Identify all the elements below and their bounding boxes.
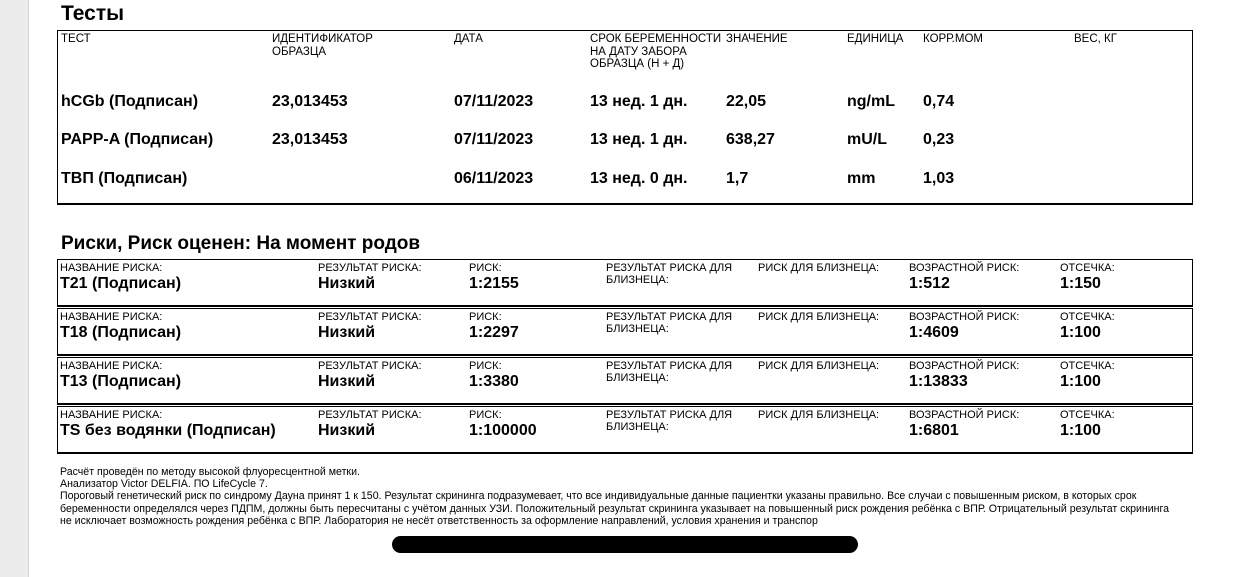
tests-table <box>57 30 1193 205</box>
age-risk-label: ВОЗРАСТНОЙ РИСК: <box>909 311 1020 323</box>
risk-result-label: РЕЗУЛЬТАТ РИСКА: <box>318 262 422 274</box>
risk-name-label: НАЗВАНИЕ РИСКА: <box>60 409 163 421</box>
sample-date: 07/11/2023 <box>454 131 534 148</box>
risk-label: РИСК: <box>469 360 502 372</box>
risk-name-label: НАЗВАНИЕ РИСКА: <box>60 360 163 372</box>
risk-value: 1:2155 <box>469 275 519 292</box>
risk-result: Низкий <box>318 373 376 390</box>
risk-result-label: РЕЗУЛЬТАТ РИСКА: <box>318 311 422 323</box>
risk-name: T21 (Подписан) <box>60 275 182 292</box>
age-risk-value: 1:6801 <box>909 422 959 439</box>
header-unit: ЕДИНИЦА <box>847 33 904 45</box>
risk-result: Низкий <box>318 422 376 439</box>
test-value: 22,05 <box>726 93 767 110</box>
header-sample-id: ИДЕНТИФИКАТОР ОБРАЗЦА <box>272 33 373 58</box>
disclaimer-text: Пороговый генетический риск по синдрому Дауна принят 1 к 150. Результат скрининга подразумевает, что все индивидуальные данные пациентки указаны правильно. Все случаи с повышенным риском, в которых срок беременности определялся через ПДПМ, должны быть пересчитаны с учётом данных УЗИ. Положительный результат скрининга указывает на повышенный риск рождения ребёнка с ВПР. Отрицательный результат скрининга не исключает возможность рождения ребёнка с ВПР. Лаборатория не несёт ответственность за оформление направлений, условия хранения и транспор <box>60 490 1170 527</box>
cutoff-value: 1:100 <box>1060 422 1101 439</box>
risks-title: Риски, Риск оценен: На момент родов <box>61 233 421 254</box>
test-unit: mU/L <box>847 131 887 148</box>
twin-result-label: РЕЗУЛЬТАТ РИСКА ДЛЯ БЛИЗНЕЦА: <box>606 360 733 384</box>
sample-date: 06/11/2023 <box>454 170 534 187</box>
test-unit: ng/mL <box>847 93 895 110</box>
risk-label: РИСК: <box>469 311 502 323</box>
header-weight: ВЕС, КГ <box>1074 33 1117 45</box>
cutoff-value: 1:100 <box>1060 324 1101 341</box>
risk-name: T13 (Подписан) <box>60 373 182 390</box>
twin-result-label: РЕЗУЛЬТАТ РИСКА ДЛЯ БЛИЗНЕЦА: <box>606 311 733 335</box>
gestation-term: 13 нед. 1 дн. <box>590 131 688 148</box>
twin-risk-label: РИСК ДЛЯ БЛИЗНЕЦА: <box>758 262 880 274</box>
test-mom: 0,23 <box>923 131 955 148</box>
test-value: 1,7 <box>726 170 749 187</box>
header-term: СРОК БЕРЕМЕННОСТИ НА ДАТУ ЗАБОРА ОБРАЗЦА (Н + Д) <box>590 33 722 70</box>
report-notes <box>60 466 1170 527</box>
gestation-term: 13 нед. 1 дн. <box>590 93 688 110</box>
sample-date: 07/11/2023 <box>454 93 534 110</box>
test-name: ТВП (Подписан) <box>61 170 188 187</box>
risk-name: TS без водянки (Подписан) <box>60 422 276 439</box>
redaction-bar <box>392 536 858 553</box>
twin-result-label: РЕЗУЛЬТАТ РИСКА ДЛЯ БЛИЗНЕЦА: <box>606 409 733 433</box>
risk-label: РИСК: <box>469 409 502 421</box>
age-risk-value: 1:4609 <box>909 324 959 341</box>
risk-result-label: РЕЗУЛЬТАТ РИСКА: <box>318 360 422 372</box>
analyzer-note: Анализатор Victor DELFIA. ПО LifeCycle 7. <box>60 478 268 491</box>
twin-risk-label: РИСК ДЛЯ БЛИЗНЕЦА: <box>758 360 880 372</box>
twin-result-label: РЕЗУЛЬТАТ РИСКА ДЛЯ БЛИЗНЕЦА: <box>606 262 733 286</box>
age-risk-label: ВОЗРАСТНОЙ РИСК: <box>909 262 1020 274</box>
test-value: 638,27 <box>726 131 775 148</box>
risk-result: Низкий <box>318 275 376 292</box>
cutoff-value: 1:150 <box>1060 275 1101 292</box>
cutoff-label: ОТСЕЧКА: <box>1060 409 1115 421</box>
risk-value: 1:2297 <box>469 324 519 341</box>
test-mom: 1,03 <box>923 170 955 187</box>
risk-name-label: НАЗВАНИЕ РИСКА: <box>60 262 163 274</box>
risk-row <box>57 406 1193 454</box>
tests-title: Тесты <box>61 2 125 25</box>
header-date: ДАТА <box>454 33 483 45</box>
risk-name: T18 (Подписан) <box>60 324 182 341</box>
test-unit: mm <box>847 170 876 187</box>
twin-risk-label: РИСК ДЛЯ БЛИЗНЕЦА: <box>758 311 880 323</box>
risk-result: Низкий <box>318 324 376 341</box>
risk-row <box>57 259 1193 307</box>
risk-result-label: РЕЗУЛЬТАТ РИСКА: <box>318 409 422 421</box>
risk-value: 1:3380 <box>469 373 519 390</box>
test-name: hCGb (Подписан) <box>61 93 199 110</box>
risk-value: 1:100000 <box>469 422 537 439</box>
risk-name-label: НАЗВАНИЕ РИСКА: <box>60 311 163 323</box>
gestation-term: 13 нед. 0 дн. <box>590 170 688 187</box>
test-mom: 0,74 <box>923 93 955 110</box>
twin-risk-label: РИСК ДЛЯ БЛИЗНЕЦА: <box>758 409 880 421</box>
age-risk-value: 1:13833 <box>909 373 968 390</box>
sample-id: 23,013453 <box>272 93 348 110</box>
risk-row <box>57 308 1193 356</box>
cutoff-label: ОТСЕЧКА: <box>1060 311 1115 323</box>
header-mom: КОРР.МОМ <box>923 33 983 45</box>
header-value: ЗНАЧЕНИЕ <box>726 33 788 45</box>
sample-id: 23,013453 <box>272 131 348 148</box>
header-test: ТЕСТ <box>61 33 91 45</box>
age-risk-label: ВОЗРАСТНОЙ РИСК: <box>909 360 1020 372</box>
test-name: PAPP-A (Подписан) <box>61 131 214 148</box>
age-risk-value: 1:512 <box>909 275 950 292</box>
risk-label: РИСК: <box>469 262 502 274</box>
cutoff-value: 1:100 <box>1060 373 1101 390</box>
cutoff-label: ОТСЕЧКА: <box>1060 360 1115 372</box>
age-risk-label: ВОЗРАСТНОЙ РИСК: <box>909 409 1020 421</box>
method-note: Расчёт проведён по методу высокой флуоресцентной метки. <box>60 466 360 478</box>
risk-row <box>57 357 1193 405</box>
cutoff-label: ОТСЕЧКА: <box>1060 262 1115 274</box>
